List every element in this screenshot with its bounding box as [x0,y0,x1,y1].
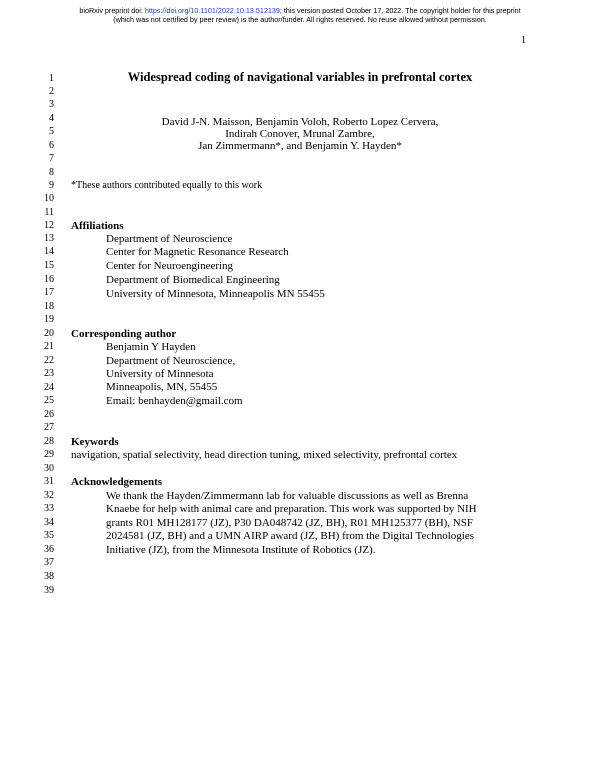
keywords-heading: Keywords [71,436,119,448]
authors-line-1: David J-N. Maisson, Benjamin Voloh, Roberto Lopez Cervera, [161,116,439,128]
page-number: 1 [521,35,526,46]
acknowledgements-line: Initiative (JZ), from the Minnesota Institute of Robotics (JZ). [106,544,376,556]
line-number: 34 [44,517,54,528]
line-number: 7 [49,153,54,164]
corresponding-line: Benjamin Y Hayden [106,341,196,353]
line-number: 25 [44,395,54,406]
line-number: 5 [49,126,54,137]
affiliation-line: Department of Biomedical Engineering [106,274,280,286]
line-number: 19 [44,314,54,325]
line-number: 8 [49,167,54,178]
corresponding-author-heading: Corresponding author [71,328,177,340]
corresponding-line: University of Minnesota [106,368,214,380]
affiliation-line: Center for Neuroengineering [106,260,234,272]
equal-contribution-note: *These authors contributed equally to this work [71,180,263,191]
line-number: 24 [44,382,54,393]
line-number: 32 [44,490,54,501]
affiliation-line: University of Minnesota, Minneapolis MN 55455 [106,288,325,300]
corresponding-line: Minneapolis, MN, 55455 [106,381,218,393]
preprint-notice-line-1 [0,6,600,15]
authors-line-2: Indirah Conover, Mrunal Zambre, [225,128,375,140]
line-number: 33 [44,503,54,514]
line-number: 26 [44,409,54,420]
corresponding-email: Email: benhayden@gmail.com [106,395,243,407]
line-number: 35 [44,530,54,541]
acknowledgements-line: 2024581 (JZ, BH) and a UMN AIRP award (JZ, BH) from the Digital Technologies [106,530,474,542]
line-number: 37 [44,557,54,568]
acknowledgements-line: Knaebe for help with animal care and preparation. This work was supported by NIH [106,503,477,515]
line-number: 30 [44,463,54,474]
line-number: 36 [44,544,54,555]
preprint-notice-line-2: (which was not certified by peer review) is the author/funder. All rights reserved. No reuse allowed without permission. [113,15,487,24]
line-number: 38 [44,571,54,582]
line-number: 10 [44,193,54,204]
line-number: 29 [44,449,54,460]
affiliation-line: Department of Neuroscience [106,233,233,245]
line-number: 6 [49,140,54,151]
keywords-text: navigation, spatial selectivity, head direction tuning, mixed selectivity, prefrontal cortex [71,449,458,461]
paper-title: Widespread coding of navigational variables in prefrontal cortex [127,70,473,84]
affiliations-heading: Affiliations [71,220,124,232]
line-number: 28 [44,436,54,447]
line-number: 17 [44,287,54,298]
authors-line-3: Jan Zimmermann*, and Benjamin Y. Hayden* [198,140,402,152]
line-number: 14 [44,246,54,257]
line-number: 13 [44,233,54,244]
line-number: 3 [49,99,54,110]
line-number: 20 [44,328,54,339]
line-number: 9 [49,180,54,191]
line-number: 15 [44,260,54,271]
acknowledgements-line: grants R01 MH128177 (JZ), P30 DA048742 (JZ, BH), R01 MH125377 (BH), NSF [106,517,473,529]
line-number: 31 [44,476,54,487]
line-number: 21 [44,341,54,352]
line-number: 4 [49,113,54,124]
line-number: 39 [44,585,54,596]
acknowledgements-heading: Acknowledgements [71,476,163,488]
doi-link[interactable]: https://doi.org/10.1101/2022.10.13.512139 [144,6,280,15]
line-number: 23 [44,368,54,379]
preprint-notice [0,6,600,24]
line-number: 11 [44,207,54,218]
acknowledgements-line: We thank the Hayden/Zimmermann lab for valuable discussions as well as Brenna [106,490,469,502]
line-number: 16 [44,274,54,285]
corresponding-line: Department of Neuroscience, [106,355,236,367]
notice-prefix: bioRxiv preprint doi: [79,6,145,15]
line-number: 22 [44,355,54,366]
line-number: 27 [44,422,54,433]
notice-suffix: ; this version posted October 17, 2022. The copyright holder for this preprint [279,6,521,15]
line-number: 18 [44,301,54,312]
affiliation-line: Center for Magnetic Resonance Research [106,246,289,258]
line-number: 12 [44,220,54,231]
line-number: 1 [49,73,54,84]
line-number: 2 [49,86,54,97]
